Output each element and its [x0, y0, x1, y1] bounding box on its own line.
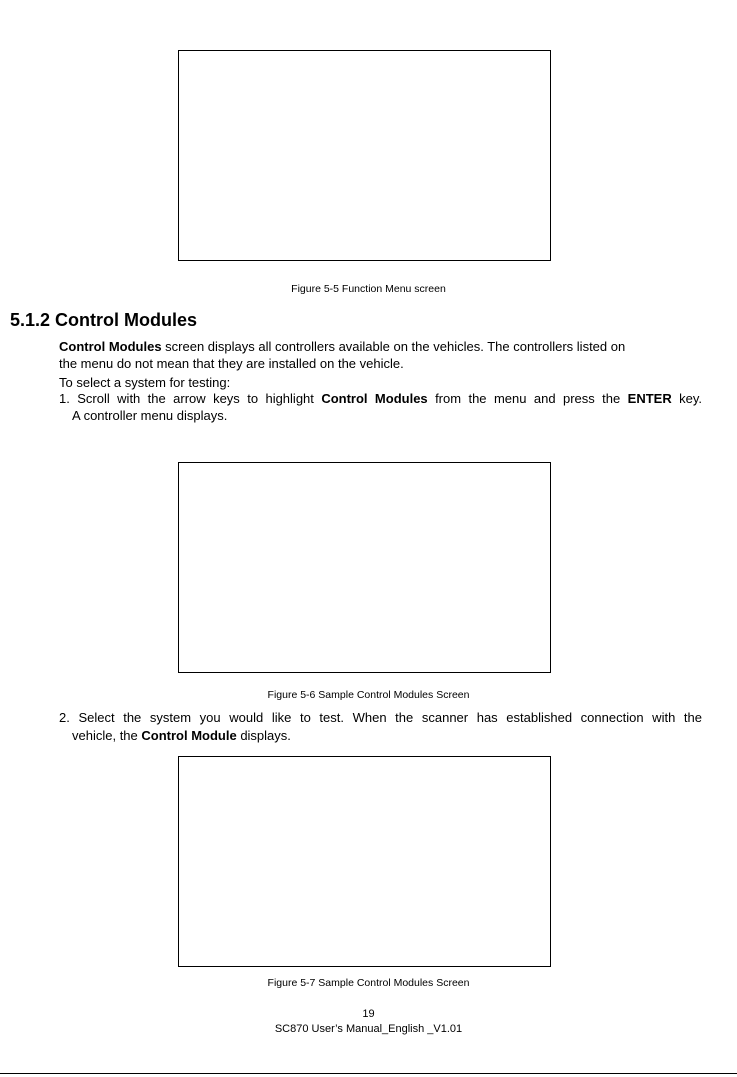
step-1-line-1: [59, 390, 702, 408]
step-2-bold-control-module: Control Module: [141, 728, 237, 743]
select-intro: To select a system for testing:: [59, 375, 231, 390]
intro-line-2: the menu do not mean that they are installed on the vehicle.: [59, 356, 404, 371]
step-1-line-2: A controller menu displays.: [72, 408, 228, 423]
step-2-line-1: 2. Select the system you would like to test. When the scanner has established connection with the: [59, 710, 702, 725]
step-2-text-b: displays.: [236, 728, 291, 743]
section-heading: 5.1.2 Control Modules: [10, 310, 198, 330]
step-2-line-2: [72, 727, 702, 744]
step-1-text-b: from the menu and press the: [427, 391, 628, 406]
step-1-bold-control-modules: Control Modules: [321, 391, 428, 406]
manual-title: SC870 User’s Manual_English _V1.01: [274, 1023, 463, 1035]
step-1-text-c: key.: [671, 391, 703, 406]
page-number: 19: [362, 1008, 375, 1020]
step-1-text-a: 1. Scroll with the arrow keys to highlight: [59, 391, 322, 406]
step-2-text-a: vehicle, the: [72, 728, 142, 743]
footer-rule: [0, 1073, 737, 1074]
intro-text: screen displays all controllers available on the vehicles. The controllers listed on: [161, 339, 626, 354]
figure-5-7-caption: Figure 5-7 Sample Control Modules Screen: [267, 977, 470, 989]
figure-5-5-image-frame: [178, 50, 551, 261]
figure-5-5-caption: Figure 5-5 Function Menu screen: [291, 283, 446, 295]
intro-bold-term: Control Modules: [59, 339, 162, 354]
step-1-bold-enter: ENTER: [627, 391, 672, 406]
figure-5-6-caption: Figure 5-6 Sample Control Modules Screen: [267, 689, 470, 701]
figure-5-7-image-frame: [178, 756, 551, 967]
intro-line-1: [59, 338, 709, 355]
figure-5-6-image-frame: [178, 462, 551, 673]
